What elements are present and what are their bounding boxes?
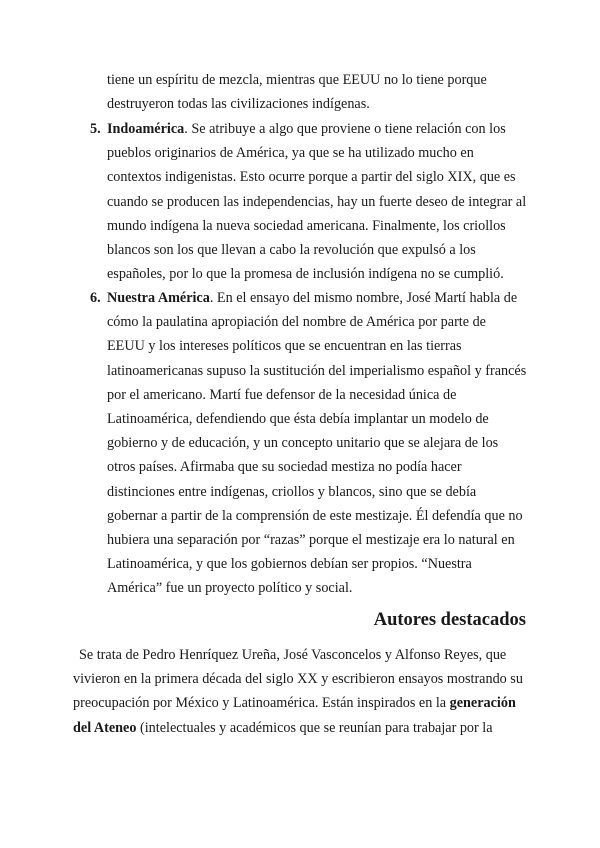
list-item-text: . Se atribuye a algo que proviene o tiene relación con los pueblos originarios de América, ya que se ha utilizado mucho en contextos indigenistas. Esto ocurre porque a partir del siglo XIX, que es cuando se producen las independencias, hay un fuerte deseo de integrar al mundo indígena la nueva sociedad americana. Finalmente, los criollos blancos son los que llevan a cabo la revolución que expulsó a los españoles, por lo que la promesa de inclusión indígena no se cumplió. bbox=[107, 121, 527, 283]
section-paragraph bbox=[73, 643, 527, 740]
paragraph-bold-term: generación del Ateneo bbox=[73, 695, 516, 736]
list-item-indoamerica bbox=[90, 117, 527, 286]
paragraph-text: Se trata de Pedro Henríquez Ureña, José Vasconcelos y Alfonso Reyes, que vivieron en la primera década del siglo XX y escribieron ensayos mostrando su preocupación por México y Latinoamérica. Están inspirados en la bbox=[73, 647, 523, 712]
paragraph-text-continued: (intelectuales y académicos que se reunían para trabajar por la bbox=[136, 719, 493, 736]
list-item-term: Indoamérica bbox=[107, 121, 185, 137]
list-item-number: 5. bbox=[90, 121, 101, 137]
list-item-term: Nuestra América bbox=[107, 290, 210, 306]
list-item-number: 6. bbox=[90, 290, 101, 306]
section-heading: Autores destacados bbox=[373, 610, 526, 630]
list-item-continuation: tiene un espíritu de mezcla, mientras que EEUU no lo tiene porque destruyeron todas las civilizaciones indígenas. bbox=[107, 72, 487, 113]
list-item-text: . En el ensayo del mismo nombre, José Martí habla de cómo la paulatina apropiación del nombre de América por parte de EEUU y los intereses políticos que se encuentran en las tierras latinoamericanas supuso la sustitución del imperialismo español y francés por el americano. Martí fue defensor de la necesidad única de Latinoamérica, defendiendo que ésta debía implantar un modelo de gobierno y de educación, y un concepto unitario que se alejara de los otros países. Afirmaba que su sociedad mestiza no podía hacer distinciones entre indígenas, criollos y blancos, sino que se debía gobernar a partir de la comprensión de este mestizaje. Él defendía que no hubiera una separación por “razas” porque el mestizaje era lo natural en Latinoamérica, y que los gobiernos debían ser propios. “Nuestra América” fue un proyecto político y social. bbox=[107, 290, 527, 597]
list-item-nuestra-america bbox=[90, 286, 527, 601]
